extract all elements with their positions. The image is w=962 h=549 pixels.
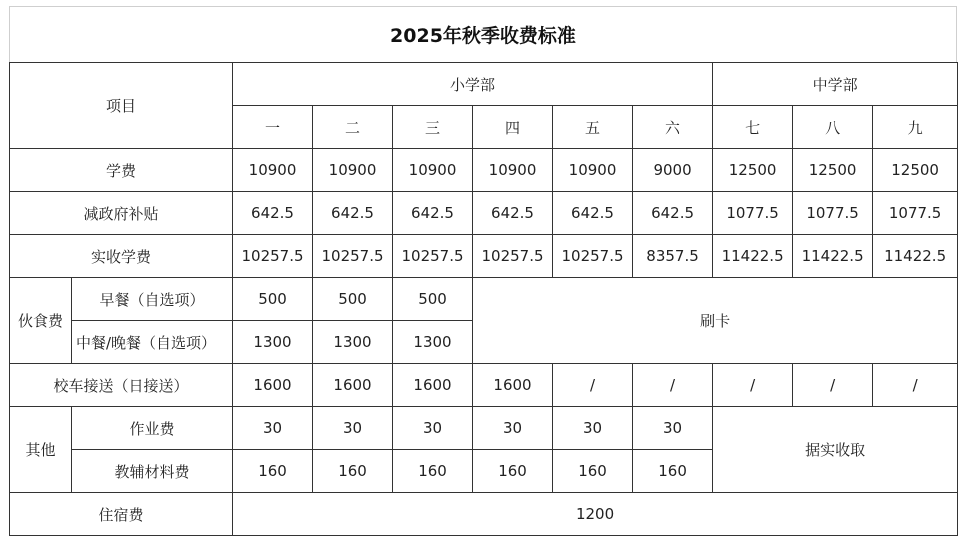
grade-header: 七 [713,106,793,149]
grade-header: 九 [873,106,958,149]
cell: 1077.5 [873,192,958,235]
cell: 9000 [633,149,713,192]
grade-header: 三 [393,106,473,149]
cell: 12500 [873,149,958,192]
page-title: 2025年秋季收费标准 [390,25,576,47]
row-label: 住宿费 [10,493,233,536]
cell: 12500 [713,149,793,192]
cell: 10900 [473,149,553,192]
cell: / [633,364,713,407]
row-subsidy [10,192,958,235]
cell: 10900 [233,149,313,192]
cell: 11422.5 [713,235,793,278]
cell: 10257.5 [313,235,393,278]
cell: 11422.5 [873,235,958,278]
cell: 30 [633,407,713,450]
cell: 160 [313,450,393,493]
header-middle: 中学部 [713,63,958,106]
cell: 160 [633,450,713,493]
cell: 1077.5 [793,192,873,235]
row-school-bus [10,364,958,407]
cell: 1600 [473,364,553,407]
header-primary: 小学部 [233,63,713,106]
cell: 160 [553,450,633,493]
row-actual-tuition [10,235,958,278]
cell: 1600 [313,364,393,407]
cell: 642.5 [633,192,713,235]
cell: 1300 [233,321,313,364]
cell: 11422.5 [793,235,873,278]
row-label: 中餐/晚餐（自选项） [72,321,233,364]
cell: 1077.5 [713,192,793,235]
other-group-label: 其他 [10,407,72,493]
row-tuition [10,149,958,192]
title-bar [9,6,957,62]
cell: 1300 [393,321,473,364]
cell: 10257.5 [393,235,473,278]
grade-header: 八 [793,106,873,149]
cell: 160 [393,450,473,493]
cell: 160 [473,450,553,493]
meals-group-label: 伙食费 [10,278,72,364]
cell: / [553,364,633,407]
dorm-fee-value: 1200 [233,493,958,536]
cell: 10257.5 [553,235,633,278]
cell: / [793,364,873,407]
grade-header: 一 [233,106,313,149]
cell: 10257.5 [233,235,313,278]
header-row-department [10,63,958,106]
cell: 10900 [313,149,393,192]
grade-header: 二 [313,106,393,149]
fee-sheet [9,6,957,541]
grade-header: 五 [553,106,633,149]
row-label: 减政府补贴 [10,192,233,235]
cell: 30 [233,407,313,450]
row-label: 作业费 [72,407,233,450]
cell: 1300 [313,321,393,364]
cell: 500 [233,278,313,321]
actual-charge-note: 据实收取 [713,407,958,493]
grade-header: 六 [633,106,713,149]
cell: 642.5 [313,192,393,235]
cell: 642.5 [393,192,473,235]
cell: 1600 [393,364,473,407]
cell: 500 [313,278,393,321]
grade-header: 四 [473,106,553,149]
row-label: 校车接送（日接送） [10,364,233,407]
row-label: 学费 [10,149,233,192]
cell: 642.5 [233,192,313,235]
cell: 500 [393,278,473,321]
row-breakfast [10,278,958,321]
cell: 10257.5 [473,235,553,278]
row-label: 实收学费 [10,235,233,278]
row-label: 早餐（自选项） [72,278,233,321]
cell: 10900 [553,149,633,192]
cell: 30 [553,407,633,450]
cell: 30 [473,407,553,450]
row-homework [10,407,958,450]
cell: 642.5 [473,192,553,235]
cell: / [713,364,793,407]
row-label: 教辅材料费 [72,450,233,493]
card-note: 刷卡 [473,278,958,364]
cell: 12500 [793,149,873,192]
cell: 8357.5 [633,235,713,278]
fee-table [9,62,958,536]
cell: 642.5 [553,192,633,235]
header-item: 项目 [10,63,233,149]
cell: / [873,364,958,407]
cell: 30 [313,407,393,450]
row-dorm [10,493,958,536]
cell: 1600 [233,364,313,407]
cell: 160 [233,450,313,493]
cell: 30 [393,407,473,450]
cell: 10900 [393,149,473,192]
